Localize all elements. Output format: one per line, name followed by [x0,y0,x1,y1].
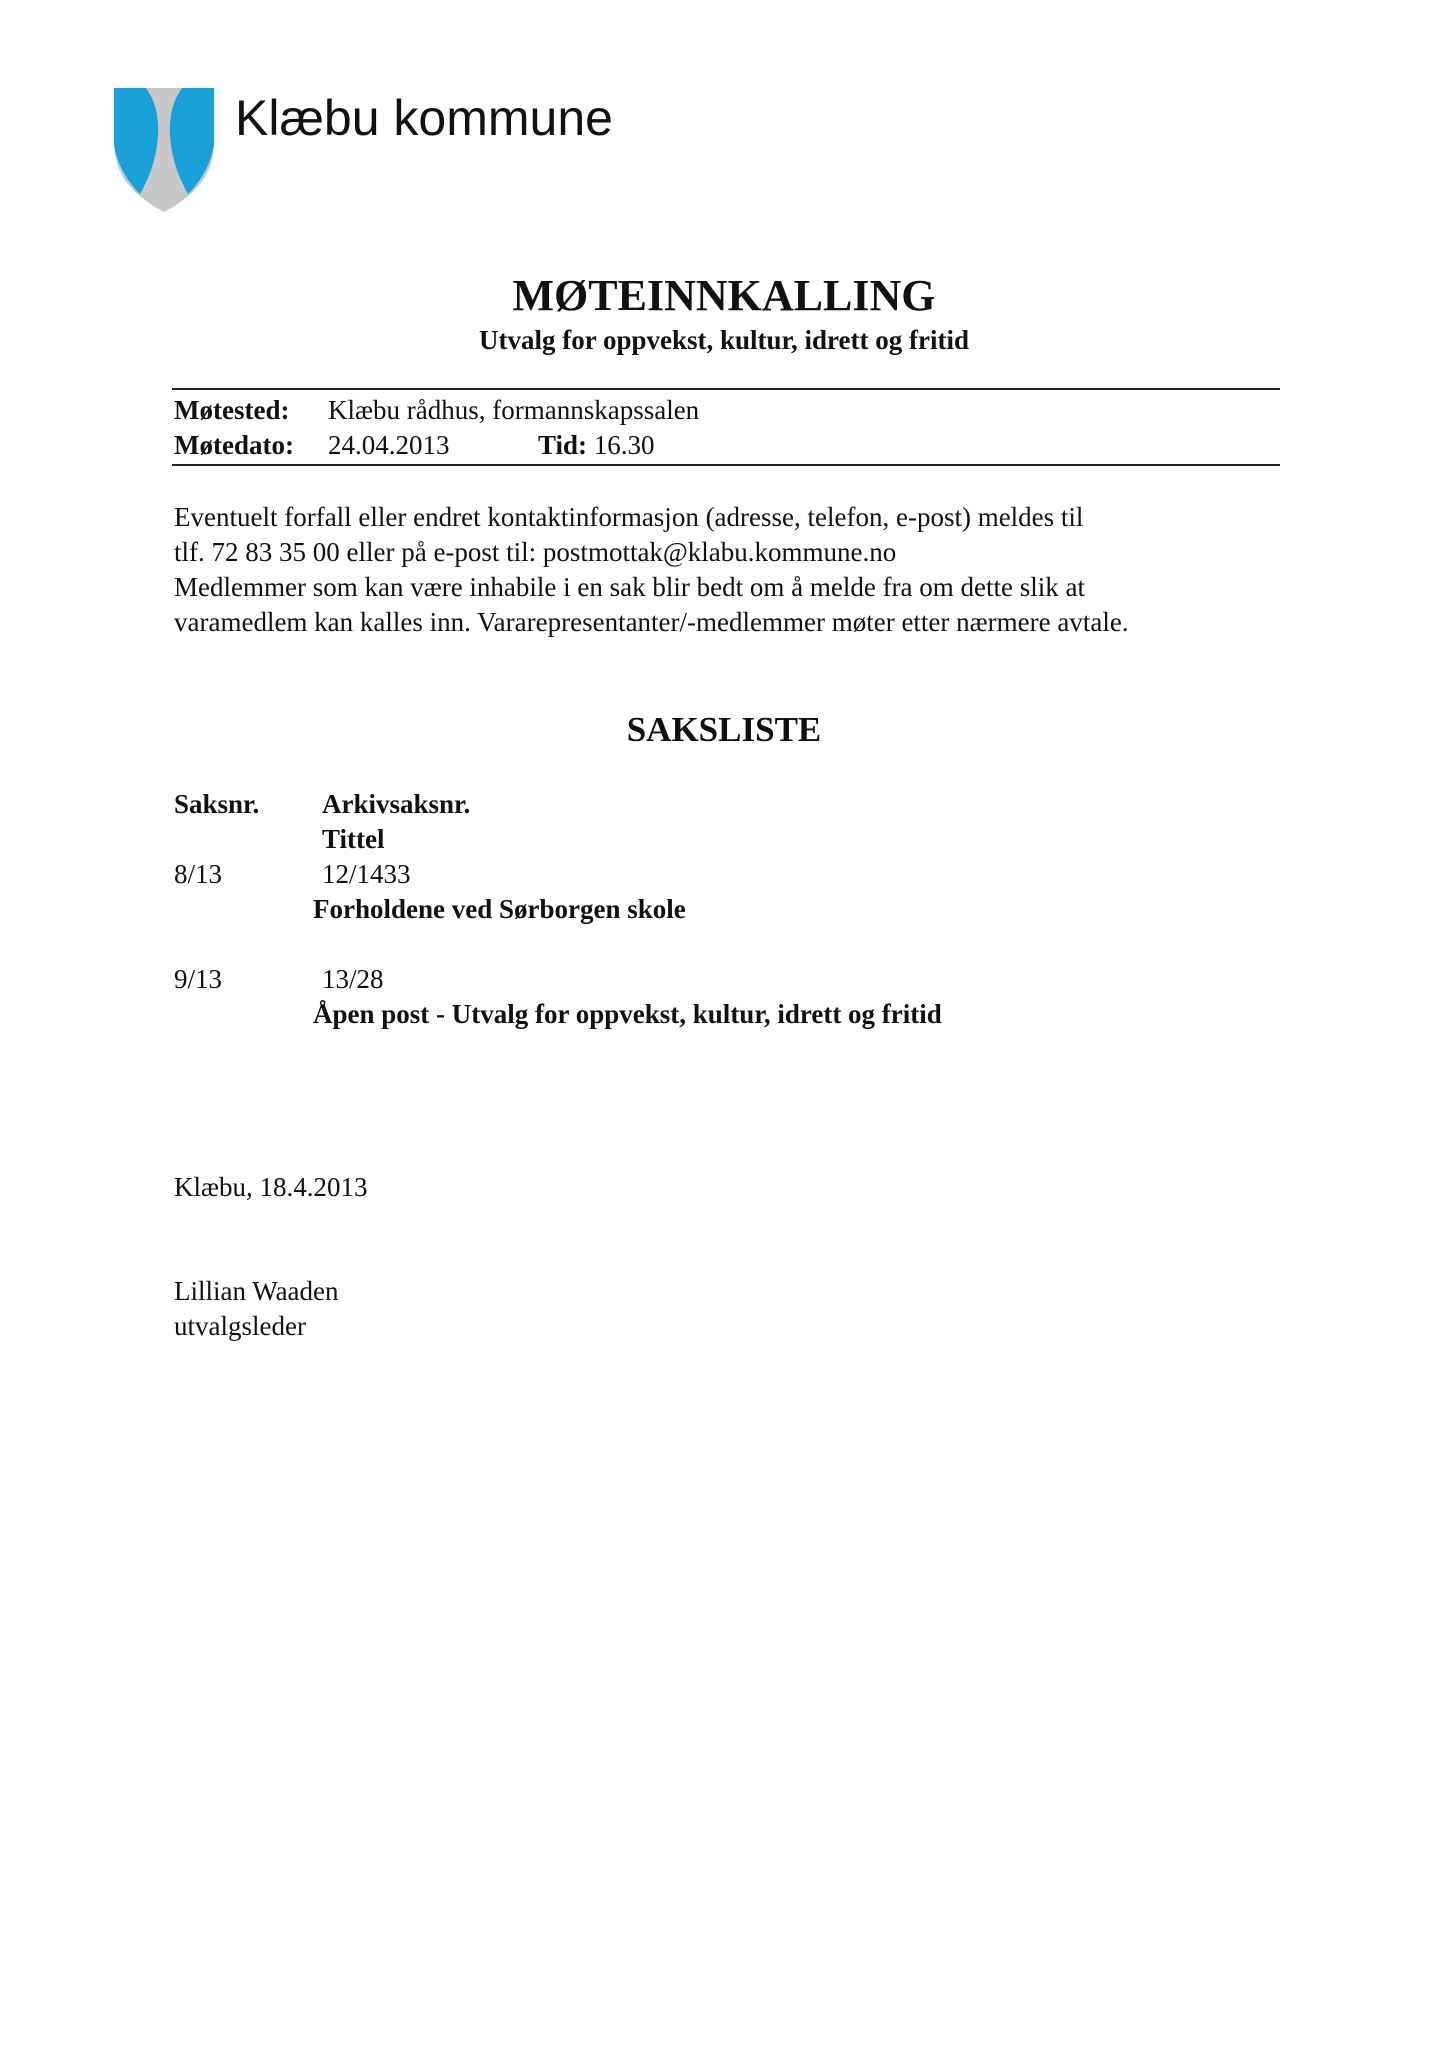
meta-bottom-rule [172,464,1280,466]
item-title: Forholdene ved Sørborgen skole [313,894,686,924]
info-line: Medlemmer som kan være inhabile i en sak blir bedt om å melde fra om dette slik at [174,572,1085,602]
municipality-coat-of-arms-logo [112,86,216,214]
meeting-time-value: 16.30 [593,430,655,460]
info-paragraph [174,500,1284,640]
signer-name: Lillian Waaden [174,1276,339,1306]
info-line: Eventuelt forfall eller endret kontaktinformasjon (adresse, telefon, e-post) meldes til [174,502,1084,532]
col-header-tittel: Tittel [322,824,385,854]
item-saksnr: 9/13 [174,964,223,994]
signer-role: utvalgsleder [174,1311,306,1341]
item-arkivsaksnr: 13/28 [322,964,384,994]
committee-name: Utvalg for oppvekst, kultur, idrett og fritid [478,325,970,355]
meta-top-rule [172,388,1280,390]
meeting-place-label: Møtested: [174,395,290,425]
municipality-name: Klæbu kommune [235,90,613,146]
item-title: Åpen post - Utvalg for oppvekst, kultur, idrett og fritid [313,999,942,1029]
meeting-date-row [174,428,655,462]
meeting-date-value: 24.04.2013 [328,430,450,460]
item-arkivsaksnr: 12/1433 [322,859,411,889]
meeting-place-row [174,393,699,427]
meeting-time-label: Tid: [538,430,588,460]
document-title: MØTEINNKALLING [512,271,936,320]
info-line: varamedlem kan kalles inn. Vararepresentanter/-medlemmer møter etter nærmere avtale. [174,607,1129,637]
col-header-saksnr: Saksnr. [174,789,260,819]
info-line: tlf. 72 83 35 00 eller på e-post til: postmottak@klabu.kommune.no [174,537,897,567]
meeting-date-label: Møtedato: [174,430,294,460]
place-and-date: Klæbu, 18.4.2013 [174,1172,368,1202]
meeting-place-value: Klæbu rådhus, formannskapssalen [328,395,700,425]
item-saksnr: 8/13 [174,859,223,889]
col-header-arkivsaksnr: Arkivsaksnr. [322,789,471,819]
saksliste-heading: SAKSLISTE [626,710,822,749]
